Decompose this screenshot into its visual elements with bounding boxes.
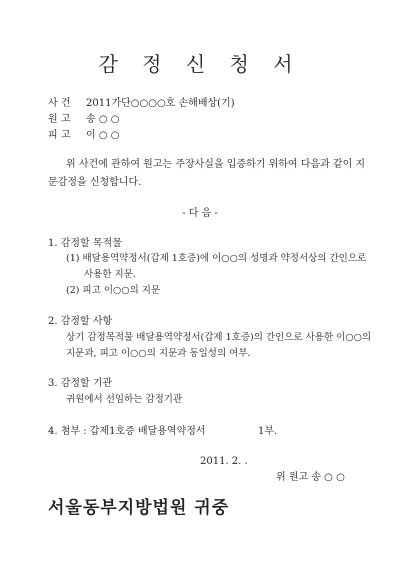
case-value: 2011가단○○○○호 손해배상(기)	[86, 98, 235, 109]
court-addressee: 서울동부지방법원 귀중	[48, 498, 230, 518]
section2-title: 2. 감정할 사항	[48, 316, 113, 327]
filing-date: 2011. 2. .	[200, 456, 248, 467]
document-title: 감 정 신 청 서	[98, 52, 302, 76]
case-label: 사 건	[48, 98, 71, 109]
next-heading: - 다 음 -	[182, 208, 218, 219]
section1-item1-line2: 사용한 지문.	[84, 269, 136, 280]
section1-item1-line1: (1) 배달용역약정서(갑제 1호증)에 이○○의 성명과 약정서상의 간인으로	[66, 253, 367, 264]
section2-line1: 상기 감정목적물 배달용역약정서(갑제 1호증)의 간인으로 사용한 이○○의	[66, 332, 372, 343]
section1-item2: (2) 피고 이○○의 지문	[66, 285, 161, 296]
intro-paragraph: 위 사건에 관하여 원고는 주장사실을 입증하기 위하여 다음과 같이 지문감정을 신청합니다.	[48, 159, 366, 188]
section1-title: 1. 감정할 목적물	[48, 238, 122, 249]
section3-title: 3. 감정할 기관	[48, 378, 113, 389]
signature-line: 위 원고 송 ○ ○	[276, 472, 345, 483]
section4-title: 4. 첨부 : 갑제1호증 배달용역약정서	[48, 426, 206, 437]
section4-count: 1부.	[258, 426, 278, 437]
section2-line2: 지문과, 피고 이○○의 지문과 동일성의 여부.	[66, 348, 251, 359]
section3-line1: 귀원에서 선임하는 감정기관	[66, 394, 183, 405]
defendant-label: 피 고	[48, 130, 71, 141]
defendant-value: 이 ○ ○	[86, 130, 120, 141]
plaintiff-value: 송 ○ ○	[86, 114, 120, 125]
plaintiff-label: 원 고	[48, 114, 71, 125]
